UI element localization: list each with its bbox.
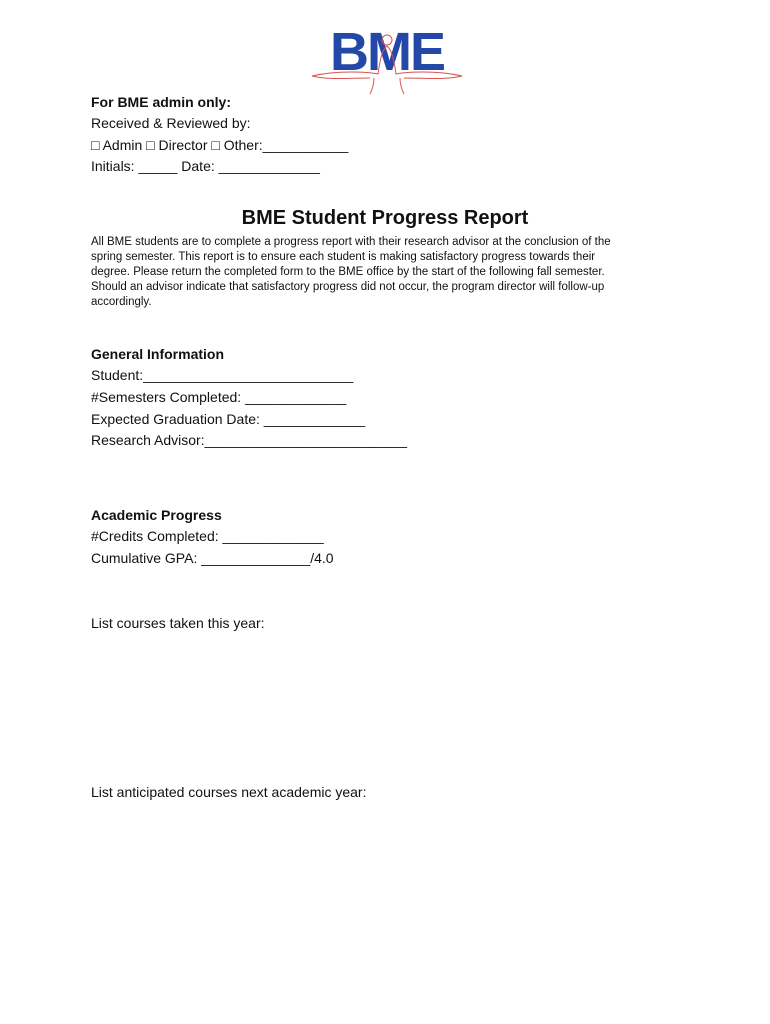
cumulative-gpa-field[interactable]: Cumulative GPA: ______________/4.0 (91, 550, 334, 566)
credits-completed-field[interactable]: #Credits Completed: _____________ (91, 528, 324, 544)
intro-line: All BME students are to complete a progress report with their research advisor at the conclusion of the (91, 236, 611, 248)
intro-line: accordingly. (91, 296, 152, 308)
research-advisor-field[interactable]: Research Advisor:__________________________ (91, 432, 408, 448)
intro-line: degree. Please return the completed form to the BME office by the start of the following fall semester. (91, 266, 605, 278)
bme-logo (308, 20, 466, 96)
received-reviewed-label: Received & Reviewed by: (91, 115, 251, 131)
courses-this-year-label: List courses taken this year: (91, 615, 265, 631)
general-info-heading: General Information (91, 346, 225, 362)
report-title: BME Student Progress Report (241, 207, 529, 229)
intro-line: Should an advisor indicate that satisfactory progress did not occur, the program director will follow-up (91, 281, 605, 293)
intro-line: spring semester. This report is to ensure each student is making satisfactory progress towards their (91, 251, 596, 263)
admin-heading: For BME admin only: (91, 94, 231, 110)
academic-progress-heading: Academic Progress (91, 507, 222, 523)
graduation-date-field[interactable]: Expected Graduation Date: _____________ (91, 411, 365, 427)
intro-paragraph (91, 235, 671, 310)
courses-next-year-label: List anticipated courses next academic year: (91, 784, 367, 800)
initials-date-field: Initials: _____ Date: _____________ (91, 158, 320, 174)
logo-text: BME (330, 22, 444, 82)
reviewer-role-options: □ Admin □ Director □ Other:___________ (91, 137, 349, 153)
semesters-completed-field[interactable]: #Semesters Completed: _____________ (91, 389, 347, 405)
student-field[interactable]: Student:___________________________ (91, 367, 354, 383)
